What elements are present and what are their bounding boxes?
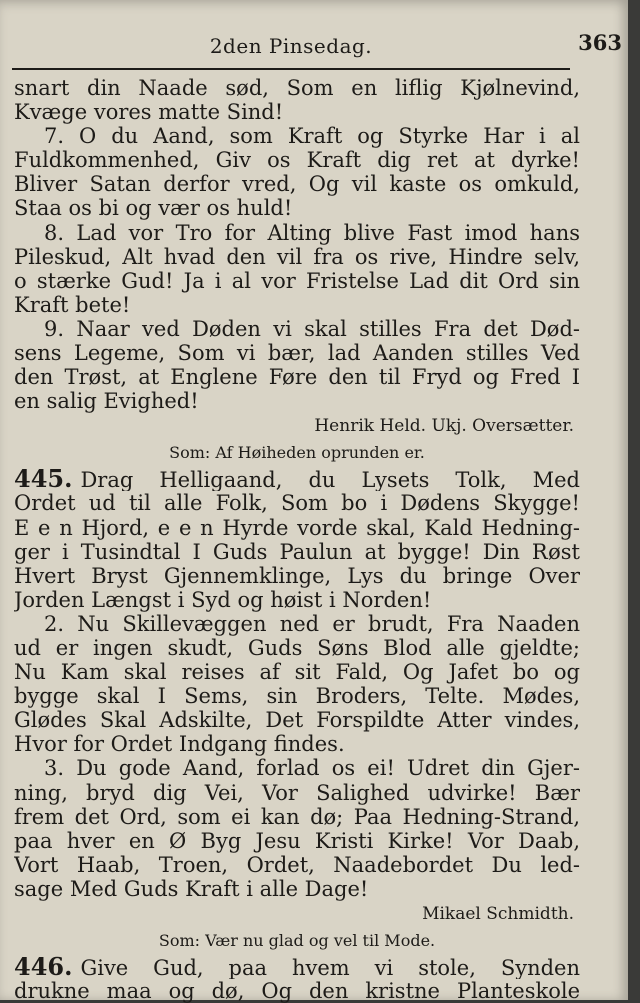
text-line: den Trøst, at Englene Føre den til Fryd og Fred I: [14, 365, 580, 390]
text-line: frem det Ord, som ei kan dø; Paa Hedning-Strand,: [14, 804, 580, 829]
text-line: snart din Naade sød, Som en liflig Kjølnevind,: [14, 76, 580, 100]
melody-note: Som: Vær nu glad og vel til Mode.: [158, 931, 436, 950]
text-line: Nu Kam skal reises af sit Fald, Og Jafet bo og: [14, 660, 580, 685]
verse-9-start: 9. Naar ved Døden vi skal stilles Fra det Død-: [44, 316, 580, 341]
text-line: drukne maa og dø, Og den kristne Planteskole: [14, 979, 580, 1003]
page-body: [14, 76, 580, 1003]
page-number: 363: [578, 30, 622, 55]
text-line: paa hver en Ø Byg Jesu Kristi Kirke! Vor Daab,: [14, 828, 580, 853]
text-line: ger i Tusindtal I Guds Paulun at bygge! Din Røst: [14, 539, 580, 564]
text-line: Jorden Længst i Syd og høist i Norden!: [14, 587, 432, 612]
text-line: Fuldkommenhed, Giv os Kraft dig ret at dyrke!: [14, 148, 580, 173]
text-line: sens Legeme, Som vi bær, lad Aanden stilles Ved: [14, 341, 580, 366]
text-line: Ordet ud til alle Folk, Som bo i Dødens Skygge!: [14, 491, 580, 516]
text-line: sage Med Guds Kraft i alle Dage!: [14, 876, 369, 901]
header-rule: [12, 68, 570, 70]
melody-note: Som: Af Høiheden oprunden er.: [169, 443, 425, 463]
hymn-number: 445.: [14, 467, 73, 492]
hymn-number: 446.: [14, 955, 73, 980]
text-line: Kvæge vores matte Sind!: [14, 100, 284, 125]
hymn-445-first-line: [14, 467, 580, 491]
text-line: Bliver Satan derfor vred, Og vil kaste os omkuld,: [14, 172, 580, 197]
text-line: Vort Haab, Troen, Ordet, Naadebordet Du led-: [14, 852, 580, 877]
author-signature: Mikael Schmidth.: [422, 904, 574, 924]
text-line: Hvert Bryst Gjennemklinge, Lys du bringe Over: [14, 563, 580, 588]
verse-8-start: 8. Lad vor Tro for Alting blive Fast imod hans: [44, 220, 580, 245]
text-line: Hvor for Ordet Indgang findes.: [14, 732, 345, 757]
verse-2-start: 2. Nu Skillevæggen ned er brudt, Fra Naaden: [44, 611, 580, 636]
text-line: ning, bryd dig Vei, Vor Salighed udvirke! Bær: [14, 780, 580, 805]
text-line: bygge skal I Sems, sin Broders, Telte. Mødes,: [14, 684, 580, 709]
running-title: 2den Pinsedag.: [209, 34, 373, 58]
verse-3-start: 3. Du gode Aand, forlad os ei! Udret din Gjer-: [44, 756, 580, 781]
text-line: o stærke Gud! Ja i al vor Fristelse Lad dit Ord sin: [14, 268, 580, 293]
text-line: ud er ingen skudt, Guds Søns Blod alle gjeldte;: [14, 635, 580, 660]
hymn-446-first-line: [14, 955, 580, 979]
text-fragment: Give Gud, paa hvem vi stole, Synden: [80, 956, 580, 980]
text-line: Staa os bi og vær os huld!: [14, 196, 293, 221]
text-line: E e n Hjord, e e n Hyrde vorde skal, Kald Hedning-: [14, 515, 580, 540]
text-line: Pileskud, Alt hvad den vil fra os rive, Hindre selv,: [14, 244, 580, 269]
text-line: Kraft bete!: [14, 292, 131, 317]
verse-7-start: 7. O du Aand, som Kraft og Styrke Har i al: [44, 124, 580, 149]
author-signature: Henrik Held. Ukj. Oversætter.: [314, 416, 574, 437]
text-fragment: Drag Helligaand, du Lysets Tolk, Med: [80, 468, 580, 492]
text-line: Glødes Skal Adskilte, Det Forspildte Atter vindes,: [14, 708, 580, 733]
page-header: [12, 28, 622, 68]
text-line: en salig Evighed!: [14, 389, 199, 414]
